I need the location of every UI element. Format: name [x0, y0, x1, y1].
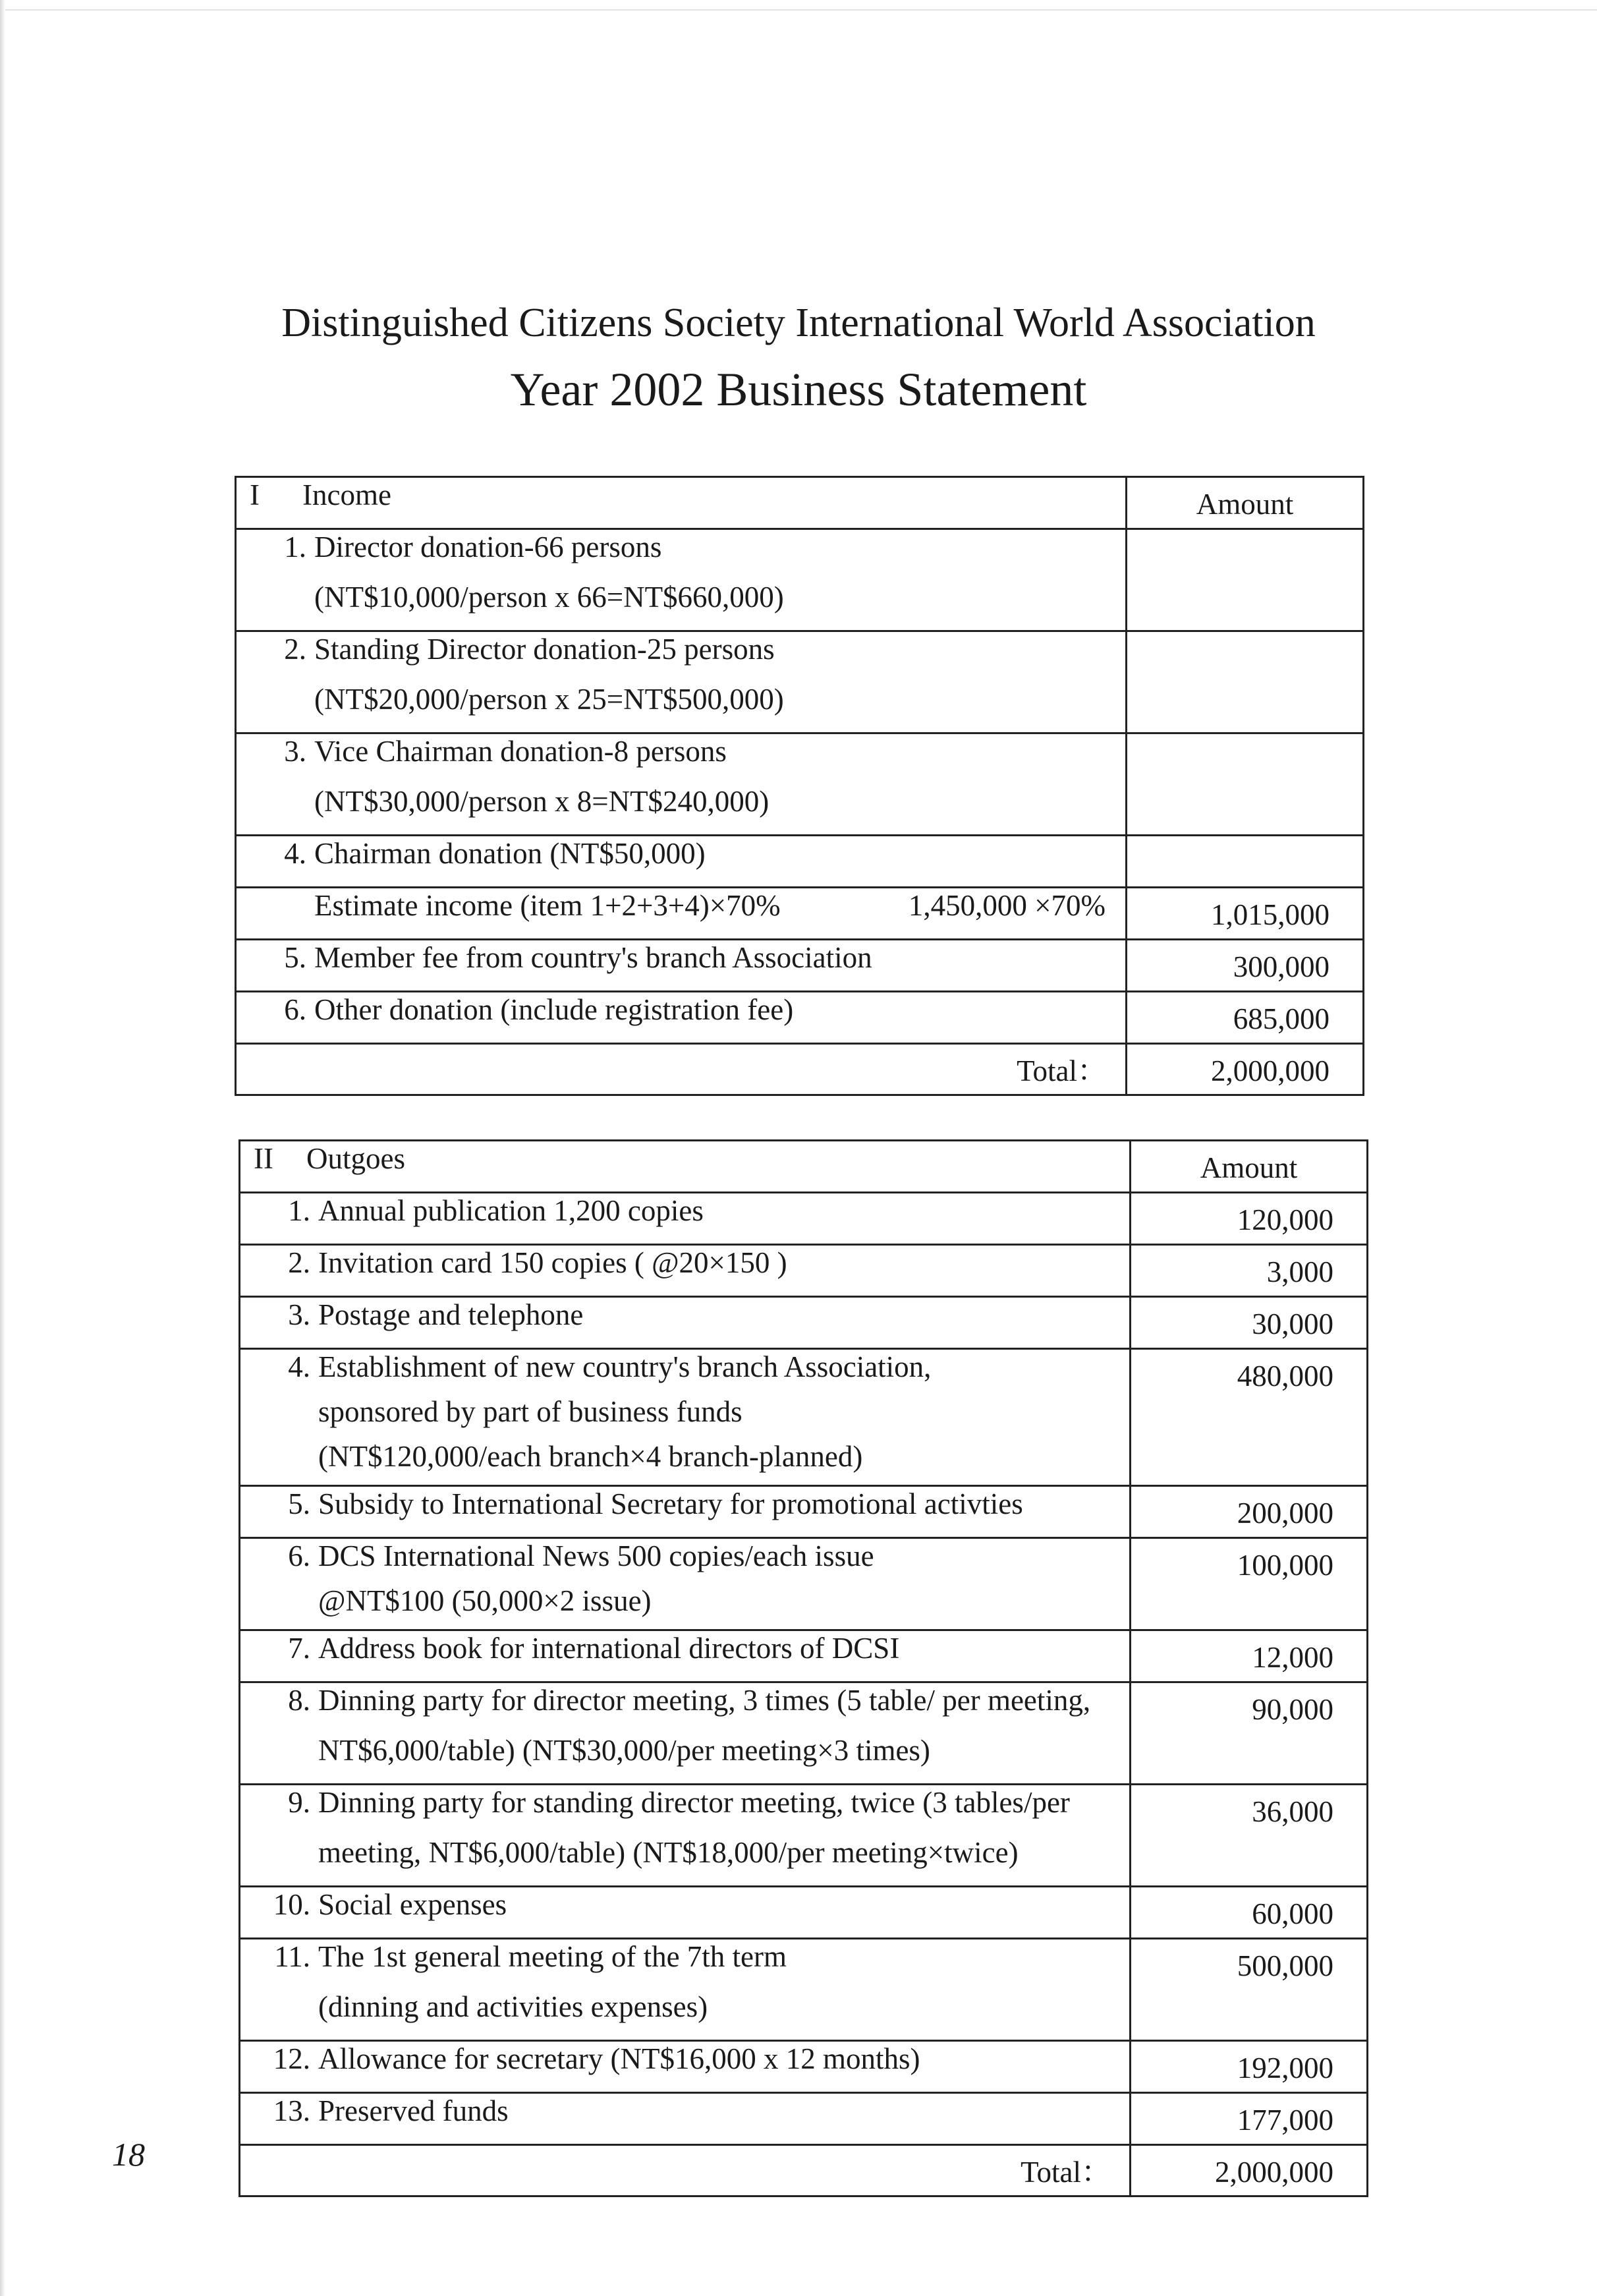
income-item-3-amount: [1127, 733, 1364, 836]
income-item-5: [236, 940, 1127, 992]
item-text: Standing Director donation-25 persons: [314, 633, 775, 666]
page-top-edge: [0, 9, 1597, 11]
item-text: Preserved funds: [318, 2094, 509, 2127]
outgoes-total-label: Total：: [240, 2145, 1131, 2196]
outgoes-item-13: [240, 2093, 1131, 2145]
item-text: DCS International News 500 copies/each issue: [318, 1539, 874, 1572]
income-estimate: [236, 888, 1127, 940]
item-number: 6.: [288, 1539, 310, 1572]
outgoes-item-8: [240, 1682, 1131, 1785]
item-text: Subsidy to International Secretary for promotional activties: [318, 1487, 1023, 1520]
item-text: Chairman donation (NT$50,000): [314, 837, 706, 870]
table-row: [236, 836, 1364, 888]
outgoes-item-10: [240, 1887, 1131, 1939]
income-item-3: [236, 733, 1127, 836]
item-text: Annual publication 1,200 copies: [318, 1194, 704, 1227]
outgoes-total-amount: 2,000,000: [1131, 2145, 1368, 2196]
item-text: Other donation (include registration fee): [314, 993, 794, 1026]
item-number: 8.: [288, 1684, 310, 1717]
item-number: 6.: [284, 993, 306, 1026]
item-text: Dinning party for standing director meeting, twice (3 tables/per: [318, 1786, 1070, 1819]
outgoes-item-11: [240, 1939, 1131, 2041]
income-item-6: [236, 992, 1127, 1044]
outgoes-item-12-amount: 192,000: [1131, 2041, 1368, 2093]
item-text: Member fee from country's branch Association: [314, 941, 872, 974]
item-number: 10.: [273, 1888, 310, 1921]
outgoes-item-8-amount: 90,000: [1131, 1682, 1368, 1785]
item-detail: sponsored by part of business funds: [318, 1395, 742, 1428]
page-number: 18: [112, 2136, 145, 2173]
income-total-label: Total：: [236, 1044, 1127, 1095]
item-detail: (NT$20,000/person x 25=NT$500,000): [314, 683, 784, 716]
item-text: Postage and telephone: [318, 1298, 584, 1331]
item-detail: (NT$10,000/person x 66=NT$660,000): [314, 581, 784, 614]
table-row: [236, 733, 1364, 836]
item-text: Establishment of new country's branch Association,: [318, 1350, 932, 1383]
income-item-2-amount: [1127, 631, 1364, 733]
table-row: [240, 1887, 1368, 1939]
outgoes-item-11-amount: 500,000: [1131, 1939, 1368, 2041]
income-item-2: [236, 631, 1127, 733]
income-item-4-amount: [1127, 836, 1364, 888]
table-row: [240, 1785, 1368, 1887]
income-header-row: [236, 477, 1364, 529]
table-row: [236, 529, 1364, 631]
income-item-6-amount: 685,000: [1127, 992, 1364, 1044]
income-roman: I: [250, 478, 260, 511]
item-number: 3.: [284, 735, 306, 768]
item-number: 9.: [288, 1786, 310, 1819]
item-number: 7.: [288, 1632, 310, 1665]
income-amount-header: Amount: [1127, 477, 1364, 529]
outgoes-item-6-amount: 100,000: [1131, 1538, 1368, 1630]
item-number: 1.: [284, 531, 306, 563]
item-text: Address book for international directors of DCSI: [318, 1632, 900, 1665]
outgoes-table: [238, 1139, 1368, 2197]
table-row: [240, 1682, 1368, 1785]
table-row: [236, 992, 1364, 1044]
outgoes-header-row: [240, 1141, 1368, 1193]
income-header-cell: [236, 477, 1127, 529]
estimate-label: Estimate income (item 1+2+3+4)×70%: [314, 889, 781, 922]
income-item-1-amount: [1127, 529, 1364, 631]
item-number: 13.: [273, 2094, 310, 2127]
item-number: 5.: [288, 1487, 310, 1520]
item-number: 4.: [284, 837, 306, 870]
item-number: 2.: [284, 633, 306, 666]
outgoes-item-7-amount: 12,000: [1131, 1630, 1368, 1682]
item-detail: meeting, NT$6,000/table) (NT$18,000/per meeting×twice): [318, 1836, 1019, 1869]
item-detail: (NT$120,000/each branch×4 branch-planned): [318, 1440, 863, 1473]
table-row: [240, 1245, 1368, 1297]
table-row: [240, 1297, 1368, 1349]
outgoes-item-12: [240, 2041, 1131, 2093]
outgoes-item-10-amount: 60,000: [1131, 1887, 1368, 1939]
income-total-amount: 2,000,000: [1127, 1044, 1364, 1095]
item-text: Dinning party for director meeting, 3 times (5 table/ per meeting,: [318, 1684, 1091, 1717]
item-text: Vice Chairman donation-8 persons: [314, 735, 727, 768]
item-detail: (dinning and activities expenses): [318, 1990, 708, 2023]
item-number: 3.: [288, 1298, 310, 1331]
outgoes-header: Outgoes: [306, 1142, 405, 1175]
income-estimate-amount: 1,015,000: [1127, 888, 1364, 940]
table-row: [240, 1193, 1368, 1245]
outgoes-item-7: [240, 1630, 1131, 1682]
outgoes-header-cell: [240, 1141, 1131, 1193]
income-total-row: [236, 1044, 1364, 1095]
income-item-1: [236, 529, 1127, 631]
outgoes-item-3-amount: 30,000: [1131, 1297, 1368, 1349]
table-row: [240, 1538, 1368, 1630]
item-text: Invitation card 150 copies ( @20×150 ): [318, 1246, 787, 1279]
item-number: 2.: [288, 1246, 310, 1279]
outgoes-item-5-amount: 200,000: [1131, 1486, 1368, 1538]
outgoes-item-3: [240, 1297, 1131, 1349]
outgoes-item-1: [240, 1193, 1131, 1245]
table-row: [240, 1630, 1368, 1682]
item-text: Director donation-66 persons: [314, 531, 662, 563]
table-row: [236, 940, 1364, 992]
table-row: [240, 2041, 1368, 2093]
outgoes-item-4: [240, 1349, 1131, 1486]
document-subtitle: Year 2002 Business Statement: [510, 363, 1087, 416]
table-row: [236, 888, 1364, 940]
item-text: Social expenses: [318, 1888, 507, 1921]
table-row: [240, 1349, 1368, 1486]
income-item-4: [236, 836, 1127, 888]
item-number: 12.: [273, 2042, 310, 2075]
item-number: 1.: [288, 1194, 310, 1227]
outgoes-roman: II: [254, 1142, 273, 1175]
income-item-5-amount: 300,000: [1127, 940, 1364, 992]
estimate-calc: 1,450,000 ×70%: [908, 889, 1106, 922]
item-number: 11.: [274, 1940, 310, 1973]
table-row: [240, 2093, 1368, 2145]
table-row: [240, 1939, 1368, 2041]
item-detail: (NT$30,000/person x 8=NT$240,000): [314, 785, 770, 818]
item-text: Allowance for secretary (NT$16,000 x 12 months): [318, 2042, 920, 2075]
outgoes-item-9: [240, 1785, 1131, 1887]
item-text: The 1st general meeting of the 7th term: [318, 1940, 787, 1973]
outgoes-item-6: [240, 1538, 1131, 1630]
document-title: Distinguished Citizens Society International World Association: [281, 301, 1316, 345]
table-row: [240, 1486, 1368, 1538]
outgoes-item-1-amount: 120,000: [1131, 1193, 1368, 1245]
outgoes-item-13-amount: 177,000: [1131, 2093, 1368, 2145]
item-detail: @NT$100 (50,000×2 issue): [318, 1584, 652, 1617]
table-row: [236, 631, 1364, 733]
item-number: 4.: [288, 1350, 310, 1383]
item-number: 5.: [284, 941, 306, 974]
item-detail: NT$6,000/table) (NT$30,000/per meeting×3 times): [318, 1734, 930, 1767]
outgoes-item-9-amount: 36,000: [1131, 1785, 1368, 1887]
outgoes-amount-header: Amount: [1131, 1141, 1368, 1193]
outgoes-item-5: [240, 1486, 1131, 1538]
outgoes-item-4-amount: 480,000: [1131, 1349, 1368, 1486]
outgoes-total-row: [240, 2145, 1368, 2196]
outgoes-item-2: [240, 1245, 1131, 1297]
income-header: Income: [302, 478, 391, 511]
outgoes-item-2-amount: 3,000: [1131, 1245, 1368, 1297]
income-table: [235, 476, 1364, 1096]
